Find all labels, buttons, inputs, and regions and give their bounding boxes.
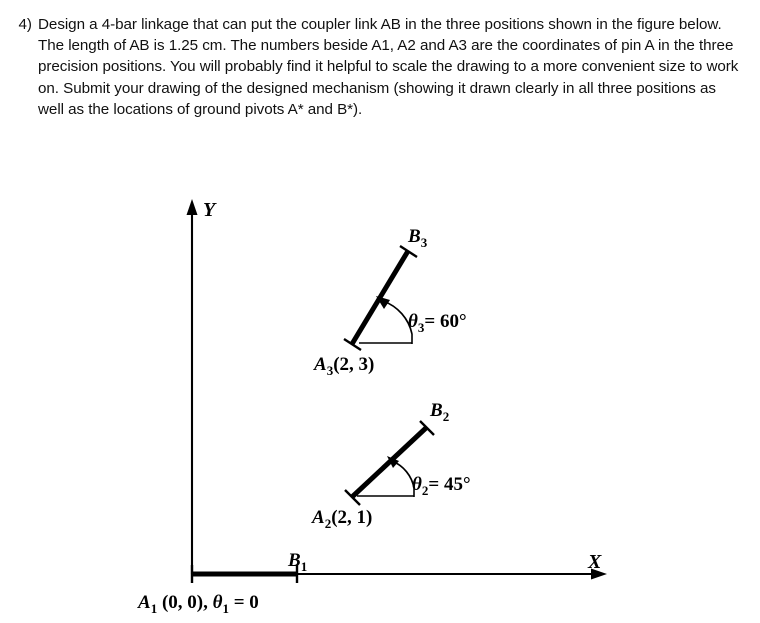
- caption-a1-text: [137, 592, 259, 616]
- y-axis-arrowhead: [187, 199, 198, 215]
- label-b2-letter: B: [430, 400, 443, 421]
- label-b1-letter: B: [288, 550, 301, 571]
- problem-text: Design a 4-bar linkage that can put the coupler link AB in the three positions shown in the figure below. The length of AB is 1.25 cm. The numbers beside A1, A2 and A3 are the coordinates of pin A in the three precision positions. You will probably find it helpful to scale the drawing to a more convenient size to work on. Submit your drawing of the designed mechanism (showing it drawn clearly in all three positions as well as the locations of ground pivots A* and B*).: [38, 16, 739, 118]
- caption-a3-letter: A: [314, 354, 327, 375]
- caption-a2-coords: (2, 1): [331, 507, 373, 528]
- label-b3-sub: 3: [420, 235, 428, 250]
- caption-a2: [311, 507, 372, 531]
- label-theta3: [408, 311, 467, 335]
- x-axis-label: X: [588, 551, 602, 573]
- y-axis: [187, 199, 198, 574]
- label-theta3-text: [408, 311, 467, 335]
- y-axis-label: Y: [203, 199, 216, 221]
- problem-number: 4): [18, 16, 32, 33]
- caption-a3: [313, 354, 374, 378]
- caption-a1-theta-sub: 1: [222, 601, 229, 616]
- position-3-link: [344, 246, 417, 350]
- caption-a1: [137, 592, 259, 616]
- caption-a2-text: [311, 507, 372, 531]
- label-theta2-value: = 45°: [428, 474, 471, 495]
- caption-a1-theta-value: = 0: [228, 592, 259, 613]
- label-theta2-text: [412, 474, 471, 498]
- caption-a3-text: [313, 354, 374, 378]
- label-b1-text: [287, 550, 307, 574]
- caption-a1-theta: θ: [212, 592, 223, 613]
- label-theta3-symbol: θ: [408, 311, 418, 332]
- label-theta3-value: = 60°: [424, 311, 467, 332]
- position-1-link: [192, 565, 297, 583]
- label-theta2: [412, 474, 471, 498]
- caption-a3-sub: 3: [326, 363, 334, 378]
- caption-a3-coords: (2, 3): [333, 354, 375, 375]
- label-b3: [407, 226, 428, 250]
- label-b1: [287, 550, 307, 574]
- label-theta2-sub: 2: [421, 483, 429, 498]
- label-b2: [429, 400, 449, 424]
- label-b1-sub: 1: [300, 559, 308, 574]
- caption-a1-coords: (0, 0),: [157, 592, 213, 613]
- label-b2-sub: 2: [442, 409, 450, 424]
- caption-a1-sub: 1: [150, 601, 158, 616]
- label-b3-letter: B: [408, 226, 421, 247]
- label-theta2-symbol: θ: [412, 474, 422, 495]
- caption-a1-letter: A: [138, 592, 151, 613]
- label-b2-text: [429, 400, 449, 424]
- caption-a2-letter: A: [312, 507, 325, 528]
- label-b3-text: [407, 226, 428, 250]
- caption-a2-sub: 2: [324, 516, 332, 531]
- label-theta3-sub: 3: [417, 320, 425, 335]
